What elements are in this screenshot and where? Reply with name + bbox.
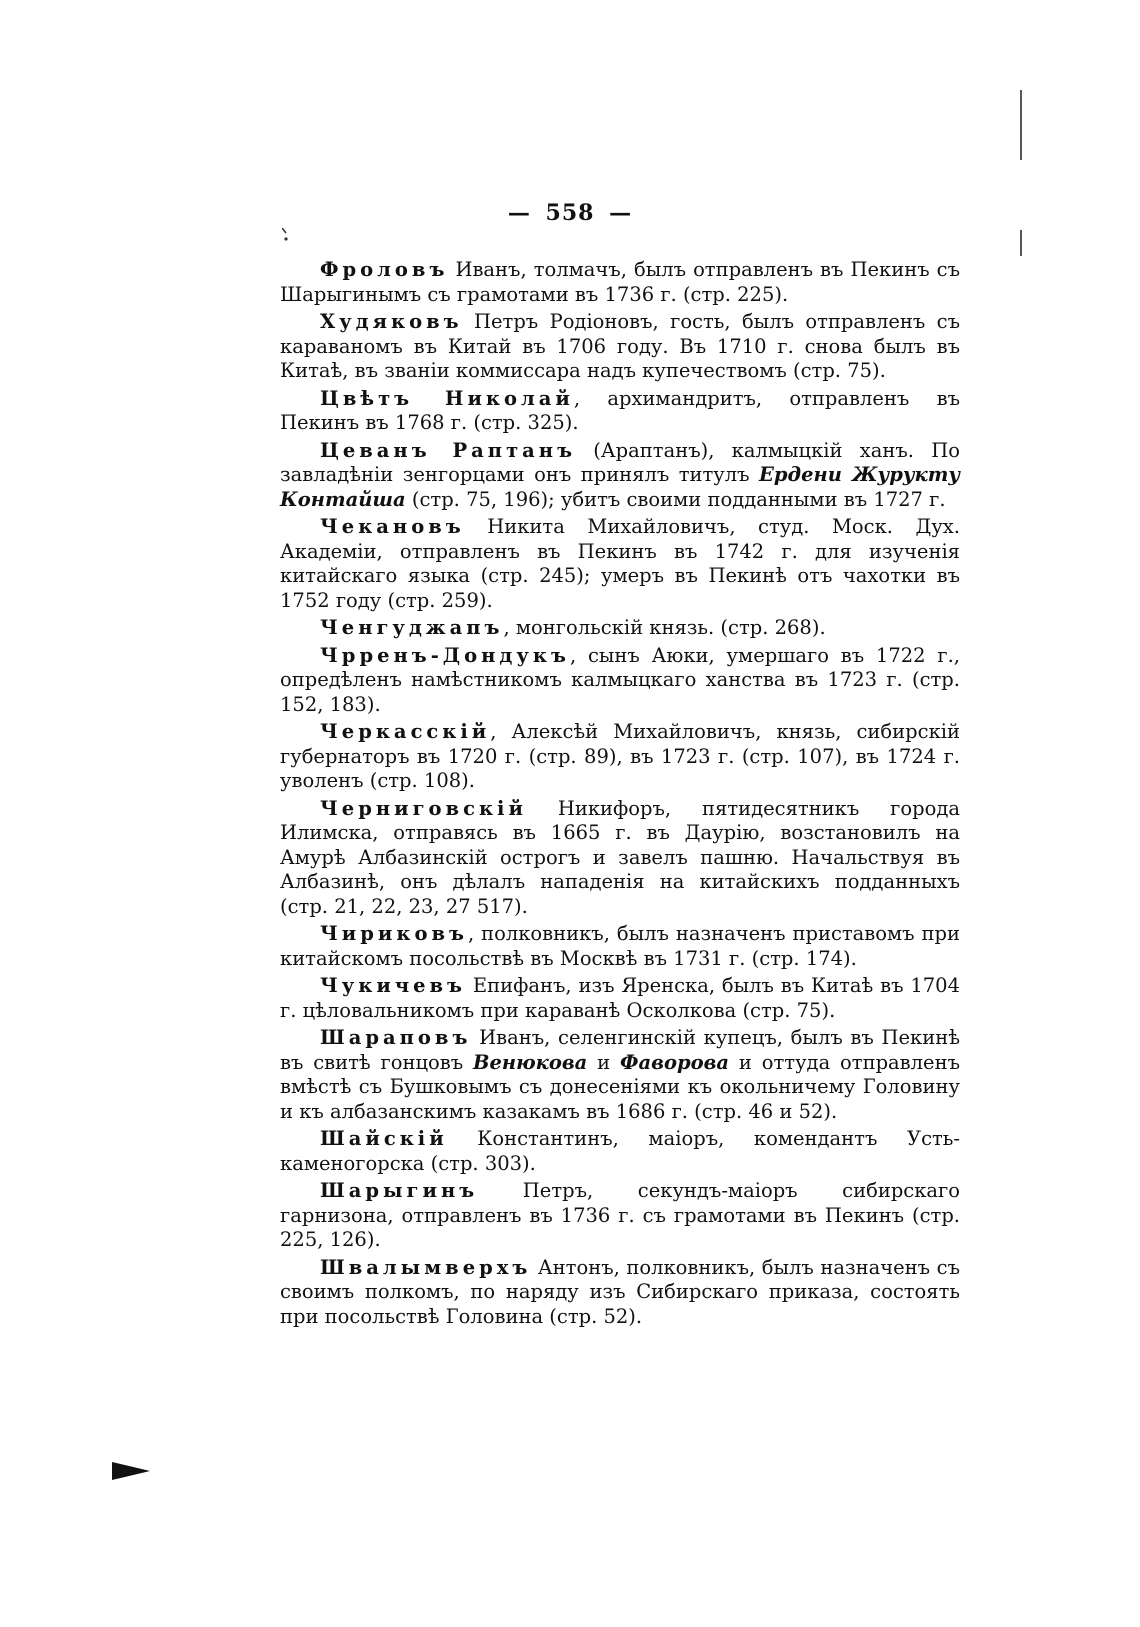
entry-text: Иванъ, толмачъ, былъ отправленъ въ Пекинъ съ Шарыгинымъ съ грамотами въ 1736 г. (стр. 225). (280, 258, 960, 306)
index-entry (280, 387, 960, 436)
index-entries (280, 258, 960, 1332)
entry-text: , архимандритъ, отправленъ въ Пекинъ въ 1768 г. (стр. 325). (280, 386, 960, 434)
index-entry (280, 644, 960, 718)
entry-surname: Худяковъ (320, 310, 463, 333)
entry-italic-name: Венюкова (473, 1050, 588, 1074)
entry-surname: Чукичевъ (320, 974, 467, 997)
index-entry (280, 310, 960, 384)
entry-text: Петръ, секундъ-маіоръ сибирскаго гарнизона, отправленъ въ 1736 г. съ грамотами въ Пекинъ (стр. 225, 126). (280, 1179, 960, 1251)
page-number-value: 558 (545, 200, 595, 226)
entry-surname: Черкасскій (320, 720, 491, 743)
index-entry (280, 1179, 960, 1253)
entry-text: и оттуда отправленъ вмѣстѣ съ Бушковымъ съ донесеніями къ окольничему Головину и къ албазанскимъ казакамъ въ 1686 г. (стр. 46 и 52). (280, 1050, 960, 1123)
entry-text: Епифанъ, изъ Яренска, былъ въ Китаѣ въ 1704 г. цѣловальникомъ при караванѣ Осколкова (стр. 75). (280, 974, 960, 1022)
entry-surname: Черниговскій (320, 796, 527, 820)
entry-italic-name: Фаворова (620, 1050, 730, 1074)
scan-edge-line-top (1020, 90, 1022, 160)
index-entry (280, 974, 960, 1023)
page-number (0, 200, 1140, 226)
index-entry (280, 922, 960, 971)
index-entry (280, 797, 960, 920)
entry-surname: Чекановъ (320, 515, 465, 538)
index-entry (280, 1127, 960, 1176)
entry-surname: Швалымверхъ (320, 1255, 532, 1279)
scan-corner-mark (112, 1462, 150, 1480)
entry-text: (Араптанъ), калмыцкій ханъ. По завладѣніи зенгорцами онъ принялъ титулъ (280, 438, 961, 486)
entry-text: Никита Михайловичъ, студ. Моск. Дух. Академіи, отправленъ въ Пекинъ въ 1742 г. для изученія китайскаго языка (стр. 245); умеръ въ Пекинѣ отъ чахотки въ 1752 году (стр. 259). (280, 515, 960, 612)
entry-surname: Фроловъ (320, 258, 449, 281)
entry-text: Иванъ, селенгинскій купецъ, былъ въ Пекинѣ въ свитѣ гонцовъ (280, 1026, 960, 1074)
entry-surname: Цеванъ Раптанъ (320, 438, 577, 462)
entry-text: Петръ Родіоновъ, гость, былъ отправленъ съ караваномъ въ Китай въ 1706 году. Въ 1710 г. снова былъ въ Китаѣ, въ званіи коммиссара надъ купечествомъ (стр. 75). (280, 310, 960, 382)
entry-text: , сынъ Аюки, умершаго въ 1722 г., опредѣленъ намѣстникомъ калмыцкаго ханства въ 1723 г. (стр. 152, 183). (280, 643, 960, 716)
entry-text: и (587, 1050, 621, 1074)
entry-surname: Шараповъ (320, 1026, 472, 1049)
entry-surname: Ченгуджапъ (320, 616, 504, 639)
scan-edge-line-middle (1020, 230, 1022, 256)
index-entry (280, 515, 960, 613)
entry-surname: Шарыгинъ (320, 1179, 479, 1202)
entry-text: Константинъ, маіоръ, комендантъ Усть-каменогорска (стр. 303). (280, 1127, 960, 1175)
page-number-dash-right: — (609, 200, 633, 226)
index-entry (280, 616, 960, 641)
entry-text: , полковникъ, былъ назначенъ приставомъ при китайскомъ посольствѣ въ Москвѣ въ 1731 г. (стр. 174). (280, 922, 960, 970)
index-entry (280, 1026, 960, 1124)
entry-text: , монгольскій князь. (стр. 268). (503, 616, 826, 639)
page-number-dash-left: — (507, 200, 531, 226)
entry-text: , Алексѣй Михайловичъ, князь, сибирскій губернаторъ въ 1720 г. (стр. 89), въ 1723 г. (стр. 107), въ 1724 г. уволенъ (стр. 108). (280, 720, 960, 792)
scan-tick-mark (282, 228, 288, 242)
entry-surname: Чириковъ (320, 922, 468, 945)
entry-text: Никифоръ, пятидесятникъ города Илимска, отправясь въ 1665 г. въ Даурію, возстановилъ на Амурѣ Албазинскій острогъ и завелъ пашню. Начальствуя въ Албазинѣ, онъ дѣлалъ нападенія на китайскихъ подданныхъ (стр. 21, 22, 23, 27 517). (280, 796, 960, 918)
entry-text: (стр. 75, 196); убитъ своими подданными въ 1727 г. (405, 487, 946, 511)
entry-surname: Шайскій (320, 1127, 448, 1150)
entry-surname: Цвѣтъ Николай (320, 386, 574, 410)
entry-surname: Чрренъ-Дондукъ (320, 643, 570, 667)
index-entry (280, 258, 960, 307)
entry-italic-title: Ердени Журукту Контайша (280, 463, 960, 511)
index-entry (280, 439, 960, 513)
index-entry (280, 720, 960, 794)
entry-text: Антонъ, полковникъ, былъ назначенъ съ своимъ полкомъ, по наряду изъ Сибирскаго приказа, состоять при посольствѣ Головина (стр. 52). (280, 1255, 960, 1328)
index-entry (280, 1256, 960, 1330)
